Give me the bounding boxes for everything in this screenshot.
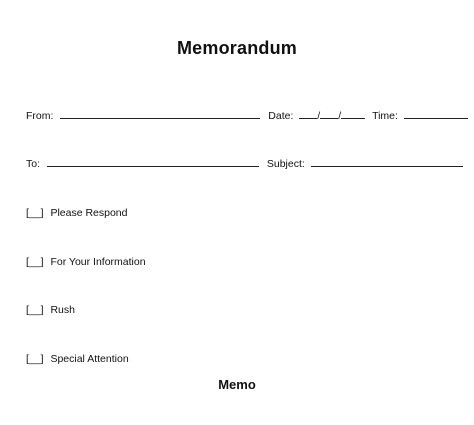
to-field[interactable] (47, 157, 259, 167)
checklist-item-for-your-information[interactable] (26, 256, 146, 268)
time-label: Time: (372, 110, 398, 122)
date-year-field[interactable] (341, 109, 365, 119)
checkbox[interactable]: [__] (26, 256, 44, 268)
time-field[interactable] (404, 109, 468, 119)
date-separator: / (338, 110, 342, 122)
from-date-time-row (26, 109, 468, 122)
checklist-label: For Your Information (50, 256, 146, 268)
checkbox[interactable]: [__] (26, 207, 44, 219)
checkbox[interactable]: [__] (26, 353, 44, 365)
checklist-item-please-respond[interactable] (26, 207, 128, 219)
to-label: To: (26, 158, 41, 170)
checkbox[interactable]: [__] (26, 304, 44, 316)
from-field[interactable] (60, 109, 260, 119)
date-separator: / (317, 110, 321, 122)
date-month-field[interactable] (299, 109, 317, 119)
checklist-label: Special Attention (50, 353, 129, 365)
checklist-label: Please Respond (50, 207, 128, 219)
checklist-item-rush[interactable] (26, 304, 75, 316)
subject-label: Subject: (266, 158, 305, 170)
from-label: From: (26, 110, 54, 122)
document-title: Memorandum (176, 38, 297, 58)
date-label: Date: (268, 110, 294, 122)
footer-memo-label: Memo (218, 377, 256, 392)
date-day-field[interactable] (320, 109, 338, 119)
checklist-item-special-attention[interactable] (26, 353, 129, 365)
to-subject-row (26, 157, 463, 170)
subject-field[interactable] (311, 157, 463, 167)
checklist-label: Rush (50, 304, 75, 316)
